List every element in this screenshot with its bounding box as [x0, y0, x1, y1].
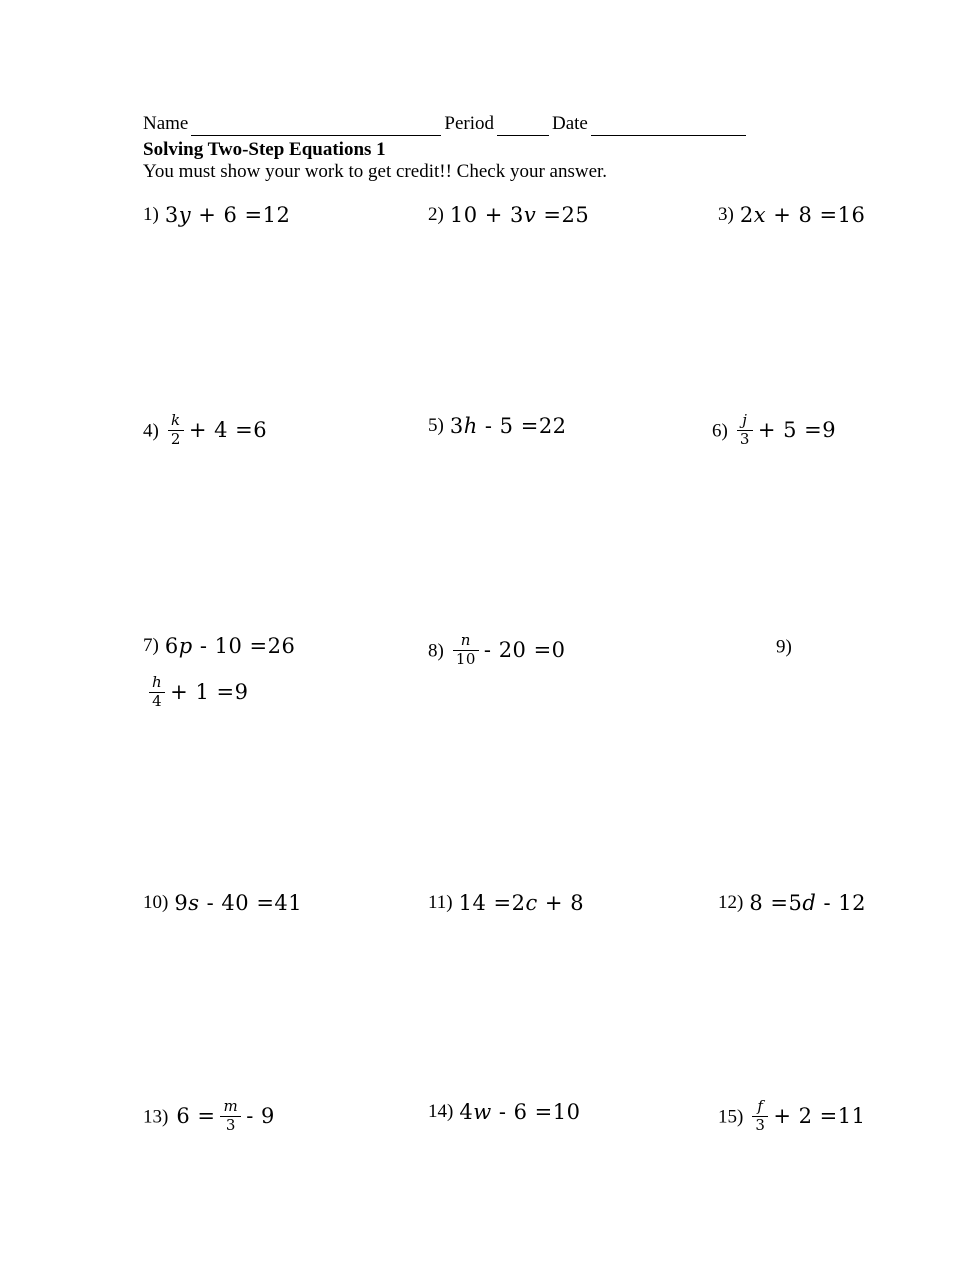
date-label: Date — [551, 113, 588, 134]
problem-number: 1) — [143, 204, 159, 225]
period-blank[interactable] — [497, 119, 549, 136]
name-label: Name — [143, 113, 189, 134]
fraction: $\frac{k}{2}$ — [168, 413, 184, 448]
problem-number: 6) — [712, 420, 728, 442]
problem-4 — [143, 411, 269, 449]
problem-number: 5) — [428, 415, 444, 436]
problem-equation: 10 + 3v =25 — [449, 203, 590, 227]
problem-12 — [718, 891, 866, 915]
problem-13 — [143, 1097, 277, 1135]
problem-equation: $\frac{j}{3}$ + 5 =9 — [734, 414, 838, 449]
problem-8 — [428, 631, 568, 669]
problem-number: 7) — [143, 635, 159, 656]
fraction: $\frac{n}{10}$ — [453, 633, 479, 668]
problem-6 — [712, 411, 838, 449]
problem-1 — [143, 203, 290, 227]
problem-equation: 6 = $\frac{m}{3}$ - 9 — [176, 1097, 275, 1134]
problem-equation: 6p - 10 =26 — [164, 634, 296, 658]
problem-14 — [428, 1100, 581, 1124]
problem-number: 11) — [428, 892, 453, 913]
problem-equation: 8 =5d - 12 — [749, 891, 866, 915]
fraction: $\frac{f}{3}$ — [752, 1099, 768, 1134]
date-blank[interactable] — [591, 119, 746, 136]
problem-equation: $\frac{h}{4}$ + 1 =9 — [146, 676, 250, 711]
problem-equation: 4w - 6 =10 — [459, 1100, 581, 1124]
problem-15 — [718, 1097, 868, 1135]
problem-equation: 2x + 8 =16 — [739, 203, 866, 227]
fraction: $\frac{h}{4}$ — [149, 675, 165, 710]
problem-number: 4) — [143, 420, 159, 442]
problem-equation: $\frac{f}{3}$ + 2 =11 — [749, 1100, 867, 1135]
problem-equation: 3y + 6 =12 — [164, 203, 291, 227]
worksheet-instructions: You must show your work to get credit!! Check your answer. — [143, 161, 608, 182]
problem-11 — [428, 891, 584, 915]
problem-equation: $\frac{k}{2}$ + 4 =6 — [165, 414, 269, 449]
problem-equation: 9s - 40 =41 — [174, 891, 303, 915]
problem-number: 13) — [143, 1106, 169, 1128]
problem-number: 12) — [718, 892, 744, 913]
problem-number: 9) — [776, 636, 792, 658]
problem-9-number — [776, 636, 792, 659]
problem-number: 10) — [143, 892, 169, 913]
problem-number: 2) — [428, 204, 444, 225]
problem-10 — [143, 891, 302, 915]
problem-equation: $\frac{n}{10}$ - 20 =0 — [450, 634, 568, 669]
name-blank[interactable] — [191, 119, 441, 136]
problem-2 — [428, 203, 589, 227]
problem-9-equation — [140, 673, 250, 711]
fraction: $\frac{j}{3}$ — [737, 413, 753, 448]
problem-5 — [428, 414, 567, 438]
worksheet-title: Solving Two-Step Equations 1 — [143, 139, 386, 160]
problem-number: 14) — [428, 1101, 454, 1122]
period-label: Period — [444, 113, 494, 134]
problem-equation: 14 =2c + 8 — [458, 891, 585, 915]
problem-number: 3) — [718, 204, 734, 225]
student-info-line — [143, 112, 843, 136]
problem-7 — [143, 634, 295, 658]
problem-3 — [718, 203, 865, 227]
fraction: $\frac{m}{3}$ — [220, 1099, 241, 1134]
problem-number: 15) — [718, 1106, 744, 1128]
problem-equation: 3h - 5 =22 — [449, 414, 567, 438]
problem-number: 8) — [428, 640, 444, 662]
